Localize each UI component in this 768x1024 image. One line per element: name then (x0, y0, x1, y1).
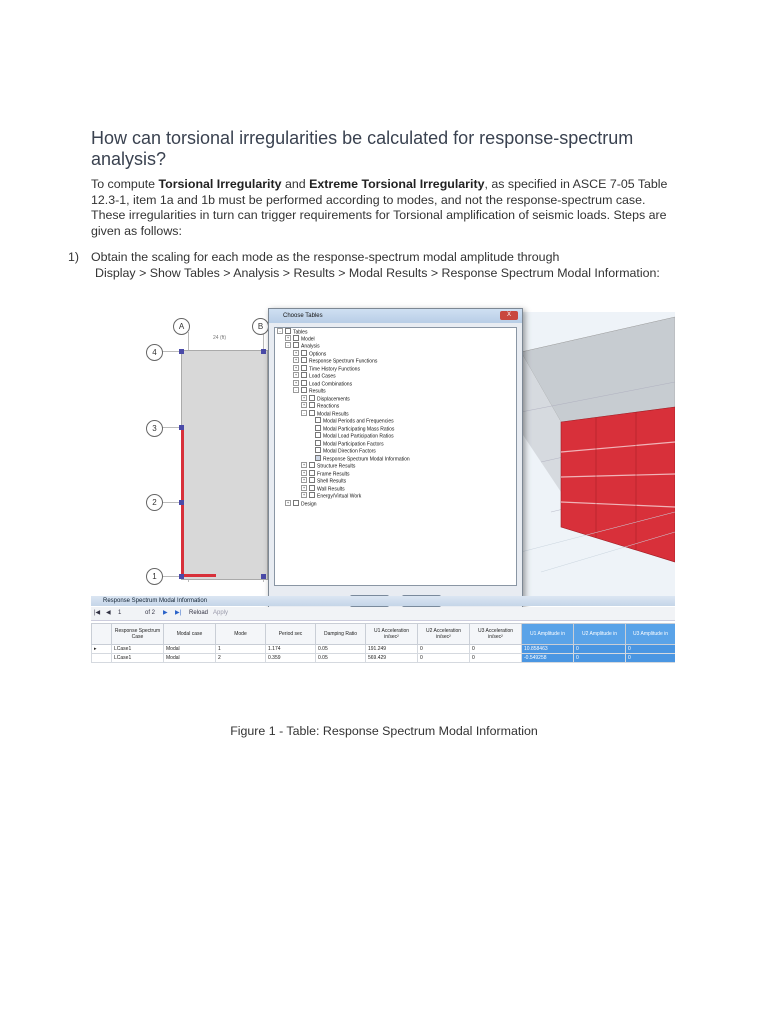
checkbox-icon[interactable] (309, 402, 315, 408)
table-window-title: Response Spectrum Modal Information (91, 596, 675, 606)
table-cell[interactable]: LCase1 (112, 645, 164, 654)
first-page-icon[interactable]: |◀ (94, 610, 101, 616)
table-cell[interactable]: 0 (418, 645, 470, 654)
plan-node (179, 500, 184, 505)
tree-item[interactable]: - Tables (277, 329, 307, 336)
expand-icon[interactable]: + (302, 402, 306, 407)
table-cell[interactable]: Modal (164, 654, 216, 663)
table-cell[interactable]: 569.429 (366, 654, 418, 663)
table-cell[interactable]: 0.359 (266, 654, 316, 663)
checkbox-icon[interactable] (315, 425, 321, 431)
figure-screenshot (91, 302, 675, 672)
tree-item[interactable]: + Response Spectrum Functions (294, 357, 378, 365)
checkbox-checked-icon[interactable] (315, 455, 321, 461)
prev-page-icon[interactable]: ◀ (106, 610, 111, 616)
expand-icon[interactable]: + (302, 395, 306, 400)
column-header[interactable]: Mode (216, 624, 266, 645)
plan-node (261, 574, 266, 579)
checkbox-icon[interactable] (301, 350, 307, 356)
table-cell-selected[interactable]: 0 (626, 645, 676, 654)
grid-bubble-4: 4 (146, 344, 163, 361)
column-header[interactable]: Modal case (164, 624, 216, 645)
table-header-row (92, 624, 676, 645)
table-cell[interactable]: 191.249 (366, 645, 418, 654)
checkbox-icon[interactable] (309, 477, 315, 483)
grid-bubble-1: 1 (146, 568, 163, 585)
collapse-icon[interactable]: - (293, 387, 299, 393)
tree-item[interactable]: + Time History Functions (294, 365, 360, 373)
figure-caption: Figure 1 - Table: Response Spectrum Modal Information (230, 724, 538, 738)
grid-bubble-a: A (173, 318, 190, 335)
building-3d-drawing (521, 312, 675, 597)
step-text (91, 250, 681, 281)
page-title: How can torsional irregularities be calculated for response-spectrum analysis? (91, 128, 634, 169)
expand-icon[interactable]: + (286, 335, 290, 340)
wall-bottom-red (181, 574, 216, 577)
tree-item[interactable]: + Wall Results (302, 485, 345, 493)
grid-bubble-3: 3 (146, 420, 163, 437)
collapse-icon[interactable]: - (301, 410, 307, 416)
table-cell-selected[interactable]: -0.549258 (522, 654, 574, 663)
last-page-icon[interactable]: ▶| (175, 610, 182, 616)
tree-item[interactable]: Modal Direction Factors (315, 448, 376, 455)
step-number: 1) (68, 250, 80, 264)
expand-icon[interactable]: + (286, 500, 290, 505)
column-header-selected[interactable]: U3 Amplitude in (626, 624, 676, 645)
reload-button[interactable]: Reload (189, 610, 209, 616)
table-cell-selected[interactable]: 0 (574, 645, 626, 654)
table-cell[interactable]: 1.174 (266, 645, 316, 654)
expand-icon[interactable]: + (302, 485, 306, 490)
dimension-label: 24 (ft) (213, 335, 227, 341)
tree-item[interactable]: - Analysis (285, 343, 320, 350)
tree-item[interactable]: + Load Combinations (294, 380, 353, 388)
table-cell[interactable]: 0 (470, 645, 522, 654)
intro-text-3: , as specified in ASCE 7-05 Table 12.3-1, item 1a and 1b must be performed according to modes, and not the response-spectrum case. These irregularities in turn can trigger requirements for Torsional amplification of seismic loads. Steps are given as follows: (91, 177, 668, 238)
expand-icon[interactable]: + (294, 350, 298, 355)
menu-path: Display > Show Tables > Analysis > Results > Modal Results > Response Spectrum Modal Information: (95, 265, 660, 280)
column-header-selected[interactable]: U1 Amplitude in (522, 624, 574, 645)
checkbox-icon[interactable] (309, 395, 315, 401)
row-marker-header (92, 624, 112, 645)
row-marker: ▸ (92, 645, 112, 654)
checkbox-icon[interactable] (301, 365, 307, 371)
expand-icon[interactable]: + (302, 492, 306, 497)
tree-item[interactable]: Modal Participation Factors (315, 441, 384, 448)
floor-slab (181, 350, 268, 580)
plan-view (91, 302, 296, 597)
modal-info-table (91, 623, 675, 663)
expand-icon[interactable]: + (302, 477, 306, 482)
collapse-icon[interactable]: - (285, 342, 291, 348)
checkbox-icon[interactable] (309, 485, 315, 491)
page-count: of 2 (145, 610, 156, 616)
choose-tables-dialog (268, 308, 523, 610)
column-header[interactable]: U1 Acceleration in/sec² (366, 624, 418, 645)
checkbox-icon[interactable] (315, 447, 321, 453)
column-header[interactable]: U3 Acceleration in/sec² (470, 624, 522, 645)
table-cell-selected[interactable]: 0 (626, 654, 676, 663)
tree-item[interactable]: + Shell Results (302, 477, 347, 485)
tree-item[interactable]: + Structure Results (302, 462, 356, 470)
tree-item[interactable]: + Reactions (302, 402, 340, 410)
tree-item[interactable]: - Results (293, 388, 326, 395)
table-cell[interactable]: 2 (216, 654, 266, 663)
plan-node (179, 349, 184, 354)
tree-item[interactable]: + Model (286, 335, 315, 343)
checkbox-icon[interactable] (315, 440, 321, 446)
column-header[interactable]: Damping Ratio (316, 624, 366, 645)
close-icon[interactable]: X (500, 311, 518, 320)
tree-item[interactable]: - Modal Results (301, 411, 349, 418)
table-cell[interactable]: Modal (164, 645, 216, 654)
intro-bold-1: Torsional Irregularity (158, 177, 282, 191)
tree-item[interactable]: + Design (286, 500, 317, 508)
row-marker (92, 654, 112, 663)
grid-bubble-b: B (252, 318, 269, 335)
tree-item[interactable]: + Load Cases (294, 372, 336, 380)
table-cell[interactable]: LCase1 (112, 654, 164, 663)
tree-item[interactable]: Modal Load Participation Ratios (315, 433, 394, 440)
apply-button[interactable]: Apply (213, 610, 229, 616)
plan-node (179, 574, 184, 579)
plan-node (179, 425, 184, 430)
checkbox-icon[interactable] (293, 500, 299, 506)
tree-item[interactable]: Modal Participating Mass Ratios (315, 426, 394, 433)
checkbox-icon[interactable] (315, 432, 321, 438)
checkbox-icon[interactable] (293, 342, 299, 348)
checkbox-icon[interactable] (309, 462, 315, 468)
tree-item[interactable]: + Displacements (302, 395, 350, 403)
checkbox-icon[interactable] (285, 328, 291, 334)
intro-text-2: and (281, 177, 310, 191)
table-cell[interactable]: 1 (216, 645, 266, 654)
tables-tree (274, 327, 517, 586)
plan-node (261, 349, 266, 354)
checkbox-icon[interactable] (301, 387, 307, 393)
table-cell[interactable]: 0 (418, 654, 470, 663)
next-page-icon[interactable]: ▶ (163, 610, 168, 616)
table-row[interactable] (92, 654, 676, 663)
checkbox-icon[interactable] (309, 492, 315, 498)
table-cell-selected[interactable]: 0 (574, 654, 626, 663)
table-cell-selected[interactable]: 10.858463 (522, 645, 574, 654)
page-number-input[interactable]: 1 (118, 610, 122, 616)
column-header[interactable]: Response Spectrum Case (112, 624, 164, 645)
checkbox-icon[interactable] (315, 417, 321, 423)
collapse-icon[interactable]: - (277, 328, 283, 334)
dialog-title-bar (269, 309, 522, 323)
intro-paragraph (91, 177, 676, 239)
expand-icon[interactable]: + (302, 470, 306, 475)
tree-item[interactable]: + Frame Results (302, 470, 350, 478)
dialog-title: Choose Tables (283, 313, 323, 319)
checkbox-icon[interactable] (301, 372, 307, 378)
checkbox-icon[interactable] (309, 410, 315, 416)
tree-item-selected[interactable]: Response Spectrum Modal Information (315, 456, 410, 463)
tree-item[interactable]: Modal Periods and Frequencies (315, 418, 394, 425)
step-description: Obtain the scaling for each mode as the response-spectrum modal amplitude through (91, 250, 560, 264)
expand-icon[interactable]: + (294, 365, 298, 370)
grid-bubble-2: 2 (146, 494, 163, 511)
expand-icon[interactable]: + (294, 380, 298, 385)
column-header-selected[interactable]: U2 Amplitude in (574, 624, 626, 645)
checkbox-icon[interactable] (301, 380, 307, 386)
table-cell[interactable]: 0 (470, 654, 522, 663)
expand-icon[interactable]: + (294, 357, 298, 362)
tree-item[interactable]: + Energy/Virtual Work (302, 492, 362, 500)
checkbox-icon[interactable] (301, 357, 307, 363)
table-row[interactable] (92, 645, 676, 654)
intro-text-1: To compute (91, 177, 159, 191)
table-cell[interactable]: 0.05 (316, 654, 366, 663)
expand-icon[interactable]: + (302, 462, 306, 467)
intro-bold-2: Extreme Torsional Irregularity (309, 177, 485, 191)
expand-icon[interactable]: + (294, 372, 298, 377)
3d-view (521, 312, 675, 597)
table-cell[interactable]: 0.05 (316, 645, 366, 654)
table-navigation (91, 607, 675, 621)
column-header[interactable]: Period sec (266, 624, 316, 645)
tree-item[interactable]: + Options (294, 350, 327, 358)
checkbox-icon[interactable] (293, 335, 299, 341)
checkbox-icon[interactable] (309, 470, 315, 476)
column-header[interactable]: U2 Acceleration in/sec² (418, 624, 470, 645)
